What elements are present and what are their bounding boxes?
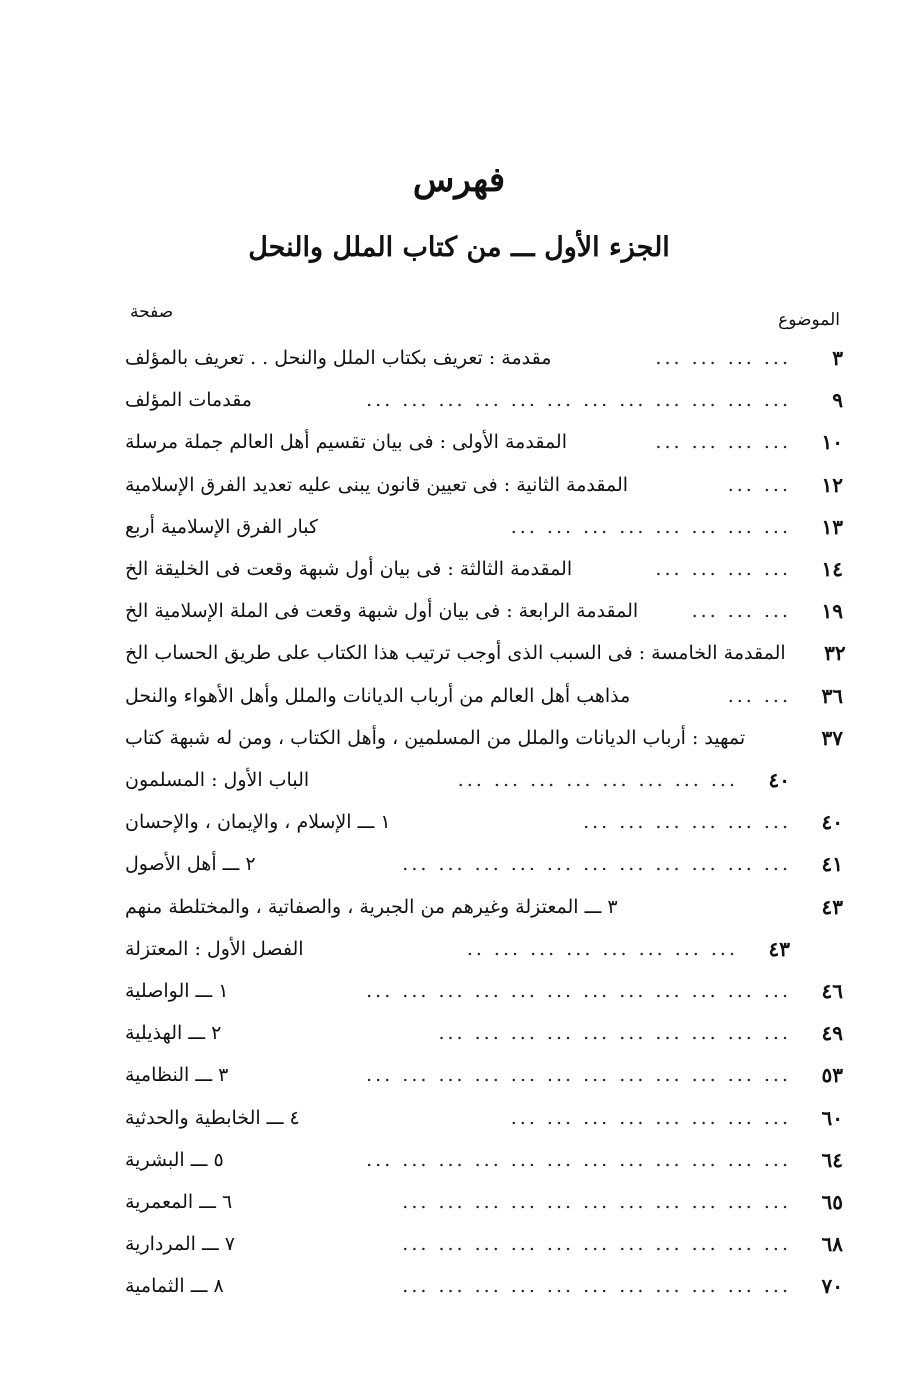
toc-entry <box>125 802 843 842</box>
toc-entry-page: ٤١ <box>821 852 843 877</box>
toc-entry-title: مقدمات المؤلف <box>125 389 252 412</box>
toc-entry <box>125 338 843 378</box>
toc-entry-page: ٤٣ <box>768 936 790 961</box>
toc-entry <box>125 1266 843 1306</box>
toc-entry-leader: ... ... ... ... ... ... ... ... ... ... ... <box>402 853 791 876</box>
toc-entry <box>125 971 843 1011</box>
toc-entry-page: ٣٦ <box>821 683 843 708</box>
toc-entry-page: ٧٠ <box>821 1274 843 1299</box>
toc-entry-leader: ... ... ... ... ... ... ... ... <box>510 1106 791 1129</box>
toc-entry-title: ٧ ـــ المردارية <box>125 1233 235 1256</box>
toc-entry-title: ٥ ـــ البشرية <box>125 1148 224 1171</box>
toc-entry <box>125 1140 843 1180</box>
toc-entry-leader: ... ... ... ... <box>655 431 791 454</box>
toc-entry-leader: ... ... ... ... ... ... <box>583 811 791 834</box>
toc-entry-title: ٤ ـــ الخابطية والحدثية <box>125 1106 300 1129</box>
toc-entry-page: ١٩ <box>821 599 843 624</box>
toc-entry-title: المقدمة الثالثة : فى بيان أول شبهة وقعت فى الخليقة الخ <box>125 558 573 580</box>
column-header-page: صفحة <box>130 302 174 322</box>
toc-entry <box>125 760 790 800</box>
toc-entry-leader: ... ... ... ... ... ... ... ... <box>457 769 738 791</box>
toc-entry <box>125 1098 843 1138</box>
toc-entry-title: ٨ ـــ الثمامية <box>125 1275 224 1298</box>
toc-entry-leader: ... ... ... ... ... ... ... ... ... ... ... ... <box>366 980 791 1002</box>
toc-entry-title: مذاهب أهل العالم من أرباب الديانات والملل وأهل الأهواء والنحل <box>125 684 631 707</box>
toc-entry-title: الفصل الأول : المعتزلة <box>125 937 304 960</box>
toc-entry-title: ٣ ـــ النظامية <box>125 1064 229 1087</box>
toc-entry-page: ٣٢ <box>824 641 846 666</box>
toc-entry <box>125 844 843 884</box>
toc-entry <box>125 591 843 631</box>
page-subtitle: الجزء الأول ـــ من كتاب الملل والنحل <box>248 232 670 263</box>
toc-entry-page: ٦٠ <box>821 1105 843 1130</box>
toc-entry <box>125 1013 843 1053</box>
toc-entry-page: ١٣ <box>821 514 843 539</box>
toc-entry-page: ٤٠ <box>768 768 790 792</box>
toc-entry-page: ٦٥ <box>821 1190 843 1214</box>
toc-entry-title: الباب الأول : المسلمون <box>125 769 310 791</box>
toc-entry-leader: ... ... ... ... ... ... ... ... <box>510 515 791 538</box>
toc-entry-title: المقدمة الثانية : فى تعيين قانون يبنى عليه تعديد الفرق الإسلامية <box>125 473 629 496</box>
toc-entry-leader: ... ... ... ... <box>655 558 791 580</box>
toc-entry-page: ١٢ <box>821 472 843 497</box>
toc-entry <box>125 676 843 716</box>
toc-entry <box>125 1182 843 1222</box>
toc-entry-title: ٦ ـــ المعمرية <box>125 1191 233 1213</box>
toc-entry-page: ٤٣ <box>821 894 843 919</box>
toc-entry-page: ٩ <box>832 388 843 413</box>
toc-entry-leader: ... ... ... ... ... ... ... ... ... ... ... ... <box>366 389 791 412</box>
toc-entry-leader: ... ... ... ... ... ... ... ... ... ... <box>438 1022 791 1045</box>
toc-entry-title: تمهيد : أرباب الديانات والملل من المسلمين ، وأهل الكتاب ، ومن له شبهة كتاب <box>125 726 746 749</box>
toc-entry <box>125 422 843 462</box>
toc-entry <box>125 929 790 969</box>
toc-entry-title: مقدمة : تعريف بكتاب الملل والنحل . . تعريف بالمؤلف <box>125 347 552 369</box>
toc-entry-leader: ... ... ... <box>691 600 791 623</box>
toc-entry-page: ٥٣ <box>821 1063 843 1088</box>
toc-entry-title: المقدمة الرابعة : فى بيان أول شبهة وقعت فى الملة الإسلامية الخ <box>125 600 639 623</box>
toc-entry <box>125 1224 843 1264</box>
toc-entry-page: ١٠ <box>821 430 843 455</box>
column-header-topic: الموضوع <box>778 310 840 330</box>
toc-entry <box>125 380 843 420</box>
toc-entry-title: ٢ ـــ أهل الأصول <box>125 853 256 876</box>
toc-entry-page: ٣٧ <box>821 725 843 750</box>
toc-entry-title: المقدمة الخامسة : فى السبب الذى أوجب ترتيب هذا الكتاب على طريق الحساب الخ <box>125 642 786 665</box>
toc-entry <box>125 718 843 758</box>
toc-entry-page: ٤٩ <box>821 1021 843 1046</box>
toc-entry <box>125 549 843 589</box>
toc-entry-page: ٦٤ <box>821 1147 843 1172</box>
toc-entry-leader: .. ... ... ... ... ... ... ... <box>466 937 738 960</box>
toc-entry-page: ٤٦ <box>821 979 843 1003</box>
toc-entry-title: ١ ـــ الإسلام ، والإيمان ، والإحسان <box>125 811 391 834</box>
toc-entry-page: ٦٨ <box>821 1232 843 1257</box>
toc-entry-title: كبار الفرق الإسلامية أربع <box>125 515 319 538</box>
toc-entry <box>125 1055 843 1095</box>
toc-entry-leader: ... ... ... ... <box>655 347 791 369</box>
toc-entry-leader: ... ... ... ... ... ... ... ... ... ... ... <box>402 1275 791 1298</box>
toc-entry <box>125 887 843 927</box>
page-title: فهرس <box>412 160 506 200</box>
toc-entry-leader: ... ... <box>727 473 791 496</box>
toc-entry-title: ٣ ـــ المعتزلة وغيرهم من الجبرية ، والصفاتية ، والمختلطة منهم <box>125 895 618 918</box>
toc-entry <box>125 633 846 673</box>
toc-entry-leader: ... ... ... ... ... ... ... ... ... ... ... ... <box>366 1148 791 1171</box>
toc-entry-page: ١٤ <box>821 557 843 581</box>
toc-entry-leader: ... ... ... ... ... ... ... ... ... ... ... <box>402 1191 791 1213</box>
toc-entry-leader: ... ... ... ... ... ... ... ... ... ... ... ... <box>366 1064 791 1087</box>
toc-entry-title: ٢ ـــ الهذيلية <box>125 1022 222 1045</box>
toc-entry-leader: ... ... <box>727 684 791 707</box>
toc-entry-leader: ... ... ... ... ... ... ... ... ... ... ... <box>402 1233 791 1256</box>
toc-entry <box>125 507 843 547</box>
toc-entry-title: المقدمة الأولى : فى بيان تقسيم أهل العالم جملة مرسلة <box>125 431 567 454</box>
toc-entry-title: ١ ـــ الواصلية <box>125 980 229 1002</box>
toc-entry-page: ٣ <box>832 346 843 370</box>
toc-entry <box>125 465 843 505</box>
toc-entry-page: ٤٠ <box>821 810 843 835</box>
